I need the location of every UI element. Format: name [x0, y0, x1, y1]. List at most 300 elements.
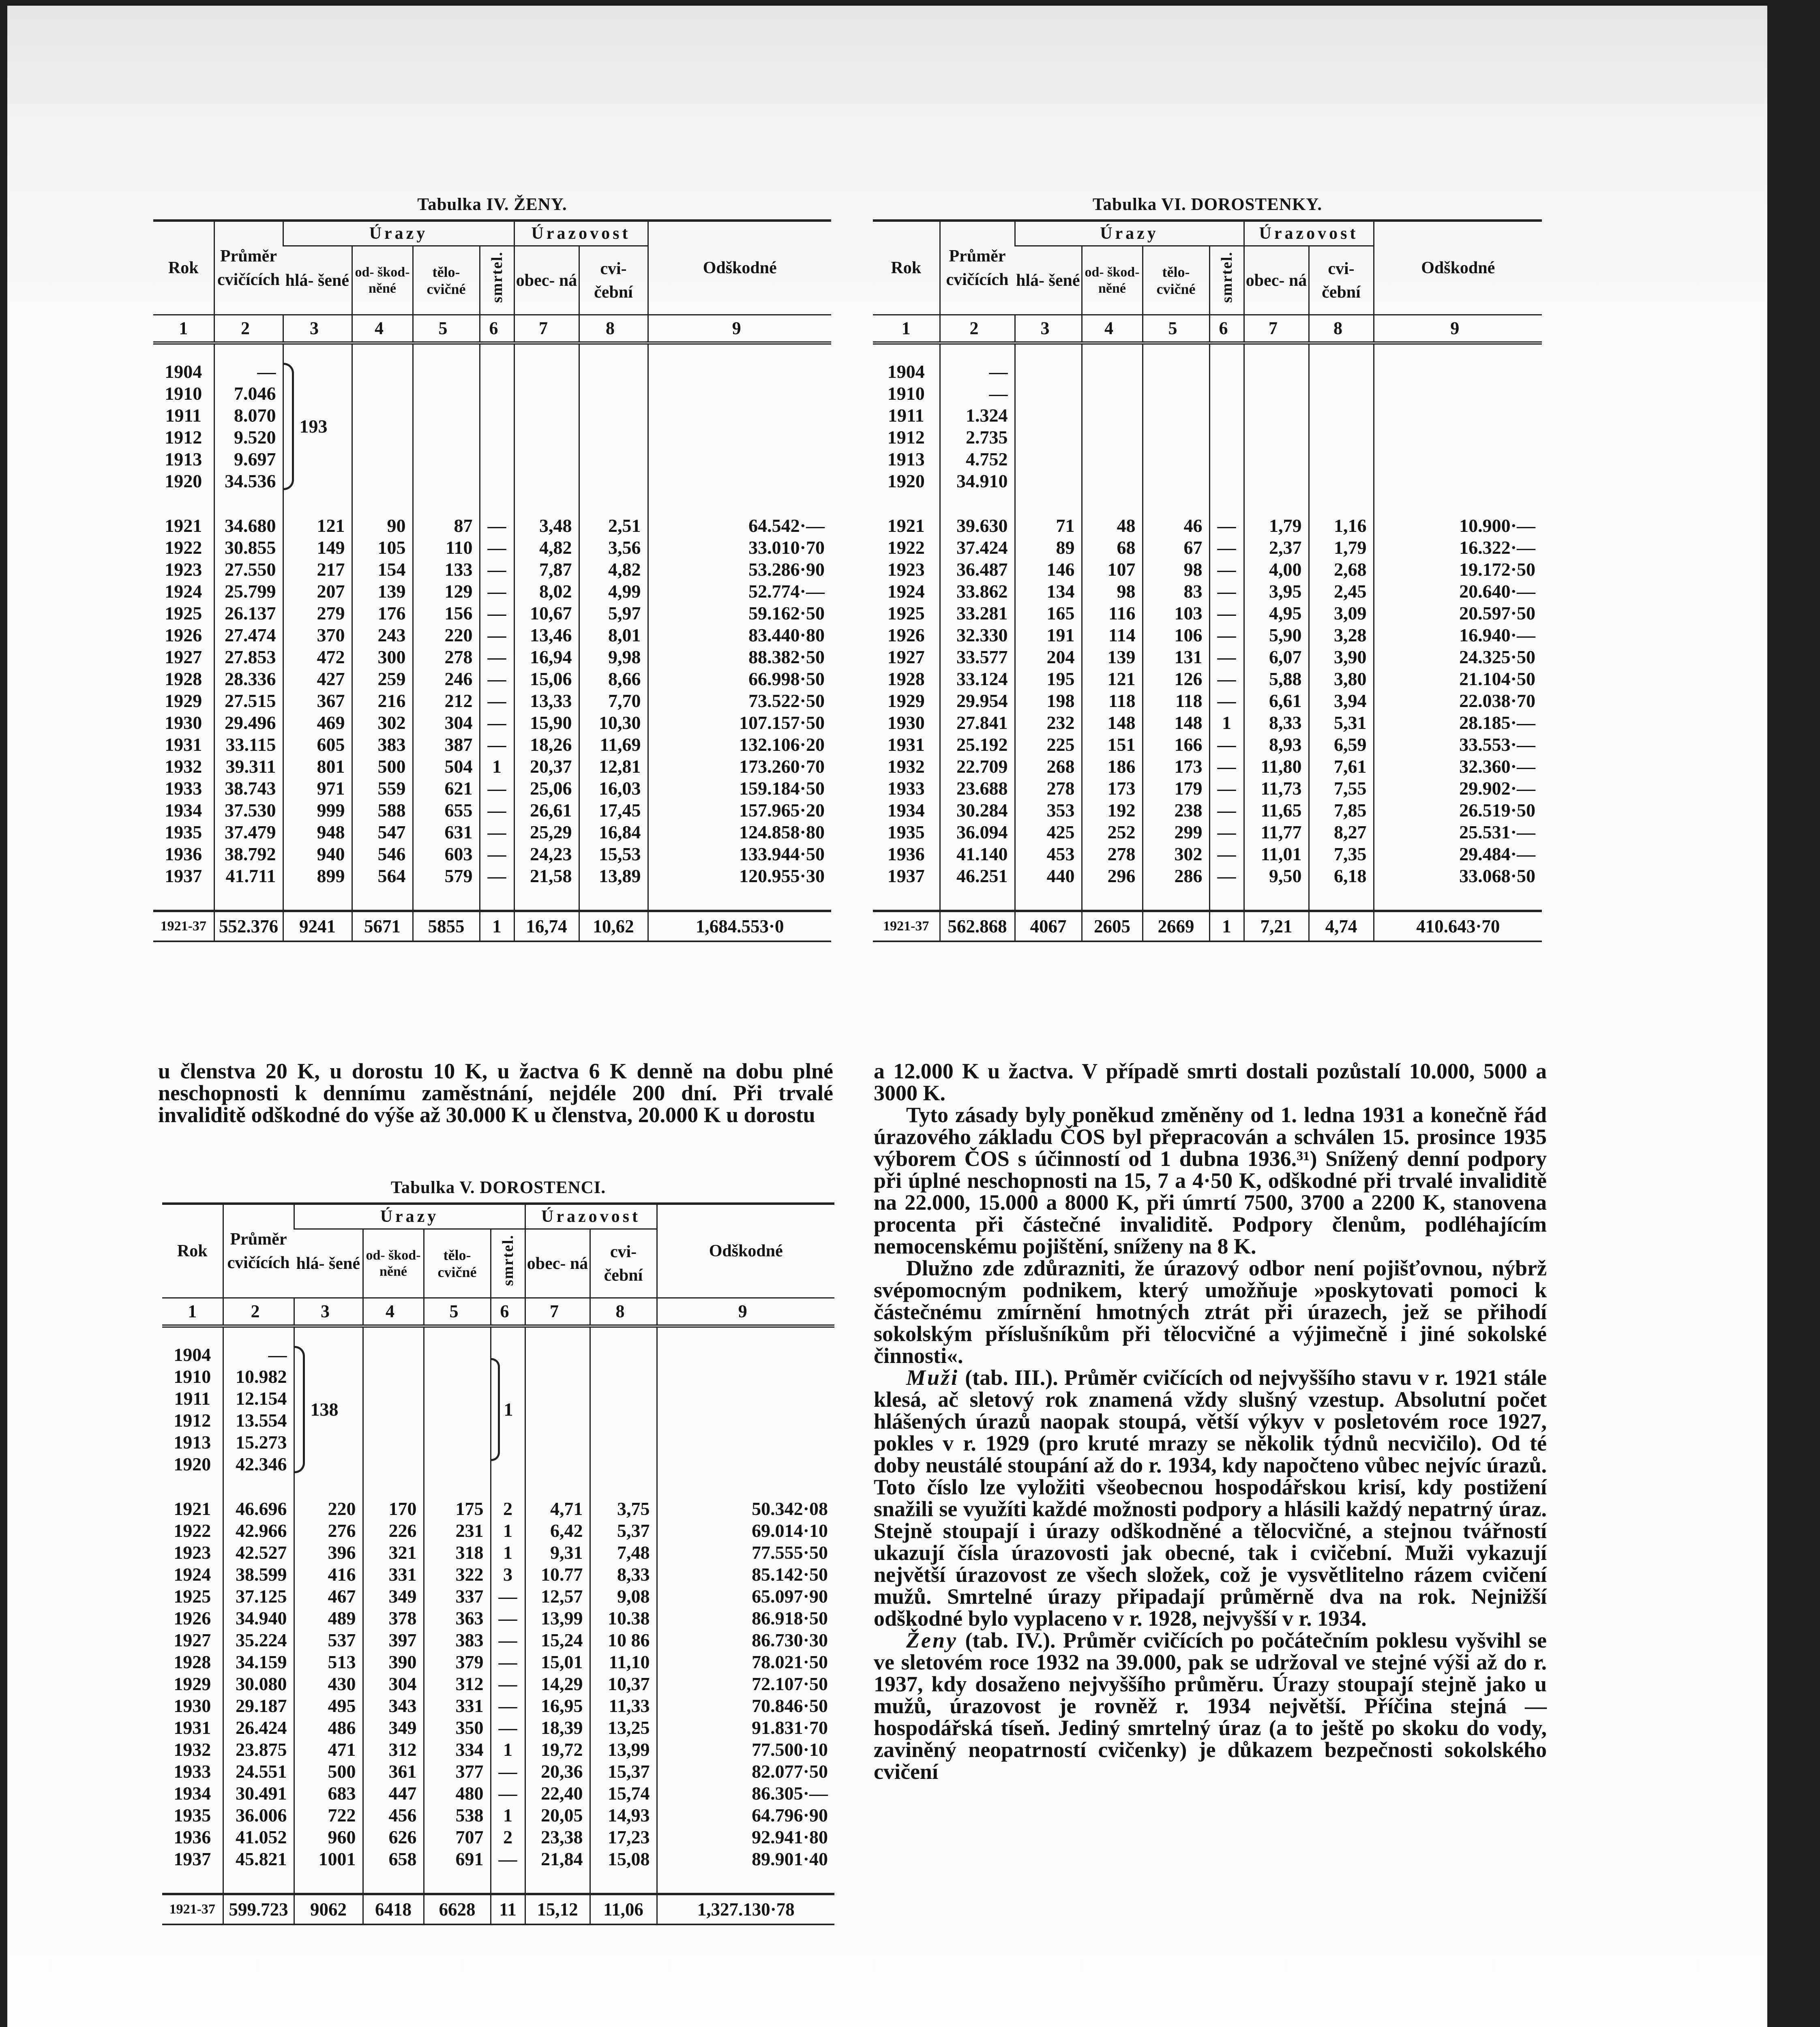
cell-compensated: 447 [363, 1783, 424, 1804]
cell-deaths: — [1209, 537, 1244, 559]
total-cell-deaths: 11 [491, 1894, 525, 1924]
early-deaths-count: 1 [504, 1399, 513, 1420]
col-header-cvicebni: cvi- čební [579, 246, 648, 315]
col-number: 1 [873, 315, 940, 343]
cell-gym [1143, 361, 1209, 492]
col-number: 3 [1015, 315, 1082, 343]
col-number: 5 [413, 315, 480, 343]
cell-average: 37.530 [214, 799, 283, 821]
cell-rate-general: 6,42 [525, 1520, 590, 1542]
cell-compensated: 658 [363, 1848, 424, 1870]
cell-deaths: — [480, 668, 514, 690]
cell-reported: 899 [283, 865, 352, 887]
cell-rate-training: 5,31 [1309, 712, 1374, 734]
cell-compensation: 20.597·50 [1374, 602, 1542, 624]
cell-deaths: 1 [1209, 712, 1244, 734]
cell-reported: 683 [294, 1783, 363, 1804]
cell-reported: 71 [1015, 515, 1082, 537]
cell-gym: 148 [1143, 712, 1209, 734]
brace [295, 1346, 305, 1473]
cell-year: 1924 [887, 581, 925, 602]
cell-average: 13.554 [223, 1410, 294, 1431]
cell-rate-general [514, 361, 579, 492]
cell-compensated: 139 [352, 581, 413, 602]
cell-reported: 121 [283, 515, 352, 537]
table-row [153, 581, 831, 602]
total-row [162, 1894, 834, 1924]
cell-rate-general: 11,80 [1244, 756, 1309, 778]
brace [491, 1358, 500, 1461]
cell-rate-training: 16,03 [579, 778, 648, 799]
cell-year: 1911 [888, 405, 924, 426]
col-header-odskodnene: od- škod- něné [352, 246, 413, 315]
cell-compensated: 98 [1082, 581, 1143, 602]
cell-average: 10.982 [223, 1366, 294, 1388]
col-number: 4 [352, 315, 413, 343]
cell-rate-general: 11,01 [1244, 843, 1309, 865]
cell-gym: 383 [424, 1629, 491, 1651]
cell-reported: 204 [1015, 646, 1082, 668]
cell-compensated: 321 [363, 1542, 424, 1564]
cell-rate-general: 6,61 [1244, 690, 1309, 712]
total-cell-rate-training: 11,06 [590, 1894, 657, 1924]
cell-rate-training: 15,37 [590, 1761, 657, 1783]
cell-rate-general [525, 1344, 590, 1475]
cell-rate-general: 3,95 [1244, 581, 1309, 602]
table-row [873, 712, 1542, 734]
cell-reported: 453 [1015, 843, 1082, 865]
cell-deaths: — [491, 1651, 525, 1673]
cell-compensation: 28.185·— [1374, 712, 1542, 734]
col-number: 7 [525, 1298, 590, 1326]
cell-average: 34.536 [214, 470, 283, 492]
cell-year: 1933 [174, 1761, 211, 1782]
cell-compensated: 216 [352, 690, 413, 712]
cell-year: 1934 [165, 800, 202, 821]
cell-compensation: 157.965·20 [648, 799, 831, 821]
cell-reported-early [1015, 361, 1082, 492]
col-header-urazovost: Úrazovost [514, 221, 648, 246]
paragraph: Tyto zásady byly poněkud změněny od 1. ledna 1931 a konečně řád úrazového základu ČOS byl přepracován a schválen 15. prosince 1935 výborem ČOS s účinností od 1 dubna 1936.³¹) Snížený denní podpory při úplné neschopnosti na 15, 7 a 4·50 K, odškodné při trvalé invaliditě na 22.000, 15.000 a 8000 K, při úmrtí 7500, 3700 a 2200 K, stanovena procenta při částečné invaliditě. Podpory členům, podléhajícím nemocenskému pojištění, sníženy na 8 K. [874, 1103, 1547, 1258]
cell-compensation: 29.484·— [1374, 843, 1542, 865]
cell-compensated: 343 [363, 1695, 424, 1717]
cell-rate-general: 21,84 [525, 1848, 590, 1870]
col-number: 5 [1143, 315, 1209, 343]
col-number: 9 [648, 315, 831, 343]
cell-rate-training: 5,37 [590, 1520, 657, 1542]
cell-compensation: 52.774·— [648, 581, 831, 602]
cell-rate-general: 3,48 [514, 515, 579, 537]
cell-deaths-early [480, 361, 514, 492]
cell-gym: 655 [413, 799, 480, 821]
cell-compensation: 26.519·50 [1374, 799, 1542, 821]
cell-compensation: 88.382·50 [648, 646, 831, 668]
cell-rate-general: 4,71 [525, 1498, 590, 1520]
cell-deaths: — [480, 537, 514, 559]
cell-rate-general: 15,01 [525, 1651, 590, 1673]
cell-deaths: — [1209, 602, 1244, 624]
cell-deaths-early [491, 1344, 525, 1475]
cell-gym: 579 [413, 865, 480, 887]
cell-rate-training: 16,84 [579, 821, 648, 843]
cell-gym: 621 [413, 778, 480, 799]
table-row [162, 1739, 834, 1761]
cell-reported: 370 [283, 624, 352, 646]
cell-year: 1933 [165, 778, 202, 799]
table-row [153, 602, 831, 624]
cell-year: 1925 [887, 603, 925, 624]
cell-average: 7.046 [214, 383, 283, 405]
cell-average: 34.159 [223, 1651, 294, 1673]
cell-compensated: 114 [1082, 624, 1143, 646]
cell-average: 27.515 [214, 690, 283, 712]
cell-average: 39.311 [214, 756, 283, 778]
col-header-obecna: obec- ná [1244, 246, 1309, 315]
cell-rate-training: 3,90 [1309, 646, 1374, 668]
cell-year: 1904 [165, 361, 202, 382]
cell-reported: 467 [294, 1586, 363, 1607]
col-number: 8 [1309, 315, 1374, 343]
table-row [162, 1695, 834, 1717]
cell-rate-general: 9,50 [1244, 865, 1309, 887]
cell-rate-training: 13,25 [590, 1717, 657, 1739]
text-right-column [874, 1060, 1547, 1783]
cell-average: 33.115 [214, 734, 283, 756]
col-header-odskodne: Odškodné [657, 1204, 834, 1298]
cell-deaths: — [491, 1761, 525, 1783]
cell-average: 42.527 [223, 1542, 294, 1564]
cell-year: 1925 [165, 603, 202, 624]
total-cell-gym: 6628 [424, 1894, 491, 1924]
cell-gym [413, 361, 480, 492]
cell-compensation: 24.325·50 [1374, 646, 1542, 668]
cell-rate-training: 7,35 [1309, 843, 1374, 865]
cell-deaths: — [1209, 799, 1244, 821]
table-row [153, 668, 831, 690]
cell-rate-training: 1,16 [1309, 515, 1374, 537]
cell-compensation: 91.831·70 [657, 1717, 834, 1739]
cell-average: 36.094 [940, 821, 1015, 843]
cell-deaths: — [1209, 624, 1244, 646]
cell-rate-training: 8,33 [590, 1564, 657, 1586]
cell-compensation: 159.184·50 [648, 778, 831, 799]
cell-average: 41.711 [214, 865, 283, 887]
cell-rate-general: 20,37 [514, 756, 579, 778]
cell-gym: 286 [1143, 865, 1209, 887]
col-header-telocvicne: tělo- cvičné [413, 246, 480, 315]
cell-compensated: 259 [352, 668, 413, 690]
cell-year: 1922 [887, 537, 925, 558]
total-cell-gym: 5855 [413, 911, 480, 941]
table-row [162, 1826, 834, 1848]
cell-deaths: — [491, 1848, 525, 1870]
cell-reported: 960 [294, 1826, 363, 1848]
cell-rate-general: 23,38 [525, 1826, 590, 1848]
cell-gym: 631 [413, 821, 480, 843]
cell-rate-training: 10.38 [590, 1607, 657, 1629]
col-number: 3 [294, 1298, 363, 1326]
cell-deaths: — [491, 1586, 525, 1607]
cell-compensated: 547 [352, 821, 413, 843]
cell-deaths: — [1209, 756, 1244, 778]
cell-rate-training: 15,74 [590, 1783, 657, 1804]
cell-year: 1933 [887, 778, 925, 799]
cell-deaths: — [491, 1783, 525, 1804]
cell-compensated: 243 [352, 624, 413, 646]
cell-year: 1935 [165, 822, 202, 842]
cell-deaths: — [480, 865, 514, 887]
cell-average: 34.680 [214, 515, 283, 537]
cell-compensation: 83.440·80 [648, 624, 831, 646]
cell-year: 1928 [174, 1652, 211, 1672]
early-reported-count: 193 [299, 416, 328, 437]
cell-gym: 246 [413, 668, 480, 690]
cell-reported: 971 [283, 778, 352, 799]
table-row [873, 515, 1542, 537]
cell-average: 41.052 [223, 1826, 294, 1848]
table-row [153, 515, 831, 537]
cell-reported: 268 [1015, 756, 1082, 778]
cell-compensation: 33.010·70 [648, 537, 831, 559]
total-cell-rate-training: 4,74 [1309, 911, 1374, 941]
cell-deaths: — [491, 1673, 525, 1695]
cell-average: — [223, 1344, 294, 1366]
cell-average: 38.599 [223, 1564, 294, 1586]
cell-year: 1930 [887, 712, 925, 733]
col-header-rok: Rok [153, 221, 214, 315]
cell-average: 15.273 [223, 1431, 294, 1453]
cell-rate-training: 8,66 [579, 668, 648, 690]
cell-reported: 191 [1015, 624, 1082, 646]
total-cell-reported: 9062 [294, 1894, 363, 1924]
cell-gym: 103 [1143, 602, 1209, 624]
col-number: 4 [1082, 315, 1143, 343]
cell-year: 1936 [165, 844, 202, 864]
table-row [162, 1848, 834, 1870]
cell-reported: 430 [294, 1673, 363, 1695]
cell-reported: 276 [294, 1520, 363, 1542]
cell-reported: 195 [1015, 668, 1082, 690]
total-cell-year: 1921-37 [153, 911, 214, 941]
cell-year: 1926 [165, 625, 202, 645]
col-header-urazy: Úrazy [1015, 221, 1244, 246]
cell-reported: 940 [283, 843, 352, 865]
cell-rate-training: 2,51 [579, 515, 648, 537]
cell-rate-general: 4,00 [1244, 559, 1309, 581]
cell-compensation: 73.522·50 [648, 690, 831, 712]
cell-year: 1921 [165, 515, 202, 536]
cell-year: 1930 [165, 712, 202, 733]
cell-reported: 198 [1015, 690, 1082, 712]
cell-rate-training: 10,30 [579, 712, 648, 734]
cell-year: 1927 [174, 1630, 211, 1650]
cell-rate-training: 13,89 [579, 865, 648, 887]
cell-compensation: 86.730·30 [657, 1629, 834, 1651]
cell-gym: 603 [413, 843, 480, 865]
total-cell-rate-general: 15,12 [525, 1894, 590, 1924]
cell-compensation: 173.260·70 [648, 756, 831, 778]
cell-gym: 212 [413, 690, 480, 712]
cell-deaths: — [480, 624, 514, 646]
cell-average: 35.224 [223, 1629, 294, 1651]
cell-rate-general: 10.77 [525, 1564, 590, 1586]
table-row [873, 778, 1542, 799]
cell-compensated: 139 [1082, 646, 1143, 668]
cell-rate-general: 19,72 [525, 1739, 590, 1761]
table-row [153, 799, 831, 821]
cell-average: 38.743 [214, 778, 283, 799]
cell-reported: 427 [283, 668, 352, 690]
cell-gym: 166 [1143, 734, 1209, 756]
cell-compensation: 20.640·— [1374, 581, 1542, 602]
table-row [162, 1783, 834, 1804]
cell-compensation: 59.162·50 [648, 602, 831, 624]
cell-compensation: 29.902·— [1374, 778, 1542, 799]
cell-compensation: 92.941·80 [657, 1826, 834, 1848]
total-cell-year: 1921-37 [873, 911, 940, 941]
cell-reported: 367 [283, 690, 352, 712]
cell-reported: 207 [283, 581, 352, 602]
cell-reported: 472 [283, 646, 352, 668]
cell-deaths: — [480, 646, 514, 668]
cell-compensated: 312 [363, 1739, 424, 1761]
cell-gym: 98 [1143, 559, 1209, 581]
cell-reported: 999 [283, 799, 352, 821]
cell-deaths: — [480, 581, 514, 602]
cell-average: 32.330 [940, 624, 1015, 646]
cell-rate-training: 7,48 [590, 1542, 657, 1564]
cell-compensated: 300 [352, 646, 413, 668]
cell-compensated: 378 [363, 1607, 424, 1629]
cell-compensated: 192 [1082, 799, 1143, 821]
cell-deaths: — [1209, 581, 1244, 602]
cell-compensation: 25.531·— [1374, 821, 1542, 843]
cell-average: 34.940 [223, 1607, 294, 1629]
table-caption: Tabulka IV. ŽENY. [417, 195, 567, 214]
cell-reported: 225 [1015, 734, 1082, 756]
cell-average: 22.709 [940, 756, 1015, 778]
cell-compensated: 500 [352, 756, 413, 778]
cell-compensated: 48 [1082, 515, 1143, 537]
cell-rate-training: 14,93 [590, 1804, 657, 1826]
col-number: 6 [480, 315, 514, 343]
col-header-urazy: Úrazy [283, 221, 514, 246]
cell-rate-general: 16,94 [514, 646, 579, 668]
cell-rate-general [1244, 361, 1309, 492]
col-number: 2 [214, 315, 283, 343]
cell-gym: 707 [424, 1826, 491, 1848]
cell-deaths: — [491, 1695, 525, 1717]
cell-rate-training: 7,61 [1309, 756, 1374, 778]
cell-year: 1924 [174, 1564, 211, 1585]
cell-average: 12.154 [223, 1388, 294, 1410]
cell-year: 1934 [887, 800, 925, 821]
cell-compensated: 170 [363, 1498, 424, 1520]
cell-compensation: 66.998·50 [648, 668, 831, 690]
paragraph-lead: Ženy [906, 1628, 958, 1652]
cell-year: 1926 [887, 625, 925, 645]
cell-compensated: 296 [1082, 865, 1143, 887]
cell-rate-general: 6,07 [1244, 646, 1309, 668]
table-row [153, 361, 831, 383]
cell-compensation: 33.068·50 [1374, 865, 1542, 887]
col-number: 9 [1374, 315, 1542, 343]
cell-compensated: 626 [363, 1826, 424, 1848]
total-row [873, 911, 1542, 941]
cell-average: 34.910 [940, 470, 1015, 492]
cell-average: 42.966 [223, 1520, 294, 1542]
total-cell-average: 599.723 [223, 1894, 294, 1924]
table-row [162, 1344, 834, 1366]
cell-year: 1920 [174, 1454, 211, 1474]
cell-rate-training: 3,09 [1309, 602, 1374, 624]
table-5-dorostenci [162, 1178, 834, 1925]
cell-rate-general: 9,31 [525, 1542, 590, 1564]
cell-reported: 537 [294, 1629, 363, 1651]
cell-deaths: — [1209, 843, 1244, 865]
scan-border-right [1767, 0, 1820, 2027]
cell-compensated: 173 [1082, 778, 1143, 799]
cell-compensated: 349 [363, 1586, 424, 1607]
cell-year: 1925 [174, 1586, 211, 1607]
cell-deaths: — [480, 559, 514, 581]
cell-rate-training: 8,01 [579, 624, 648, 646]
paragraph: a 12.000 K u žactva. V případě smrti dostali pozůstalí 10.000, 5000 a 3000 K. [874, 1059, 1547, 1105]
table-row [873, 624, 1542, 646]
cell-year: 1921 [887, 515, 925, 536]
cell-compensation: 70.846·50 [657, 1695, 834, 1717]
col-number: 6 [491, 1298, 525, 1326]
cell-rate-training: 3,28 [1309, 624, 1374, 646]
cell-compensated: 186 [1082, 756, 1143, 778]
table-row [873, 537, 1542, 559]
cell-reported: 489 [294, 1607, 363, 1629]
cell-gym: 322 [424, 1564, 491, 1586]
cell-average: 27.550 [214, 559, 283, 581]
cell-year: 1924 [165, 581, 202, 602]
cell-reported: 278 [1015, 778, 1082, 799]
cell-reported: 165 [1015, 602, 1082, 624]
cell-rate-general: 20,36 [525, 1761, 590, 1783]
cell-compensation: 107.157·50 [648, 712, 831, 734]
cell-average: 36.006 [223, 1804, 294, 1826]
cell-rate-general: 4,82 [514, 537, 579, 559]
cell-average: 46.696 [223, 1498, 294, 1520]
cell-year: 1932 [174, 1739, 211, 1760]
cell-reported: 469 [283, 712, 352, 734]
col-number: 7 [1244, 315, 1309, 343]
cell-rate-general: 12,57 [525, 1586, 590, 1607]
cell-rate-training: 9,98 [579, 646, 648, 668]
cell-reported: 396 [294, 1542, 363, 1564]
col-number: 8 [579, 315, 648, 343]
col-header-rok: Rok [162, 1204, 223, 1298]
cell-average: 26.137 [214, 602, 283, 624]
cell-compensated: 176 [352, 602, 413, 624]
cell-compensation: 72.107·50 [657, 1673, 834, 1695]
table-row [873, 690, 1542, 712]
cell-rate-general: 15,24 [525, 1629, 590, 1651]
cell-compensation: 50.342·08 [657, 1498, 834, 1520]
cell-reported: 232 [1015, 712, 1082, 734]
table-row [873, 646, 1542, 668]
cell-reported: 495 [294, 1695, 363, 1717]
cell-deaths: — [1209, 559, 1244, 581]
cell-rate-training: 4,82 [579, 559, 648, 581]
cell-compensated [1082, 361, 1143, 492]
cell-deaths: — [1209, 690, 1244, 712]
table-6-dorostenky [873, 195, 1542, 942]
